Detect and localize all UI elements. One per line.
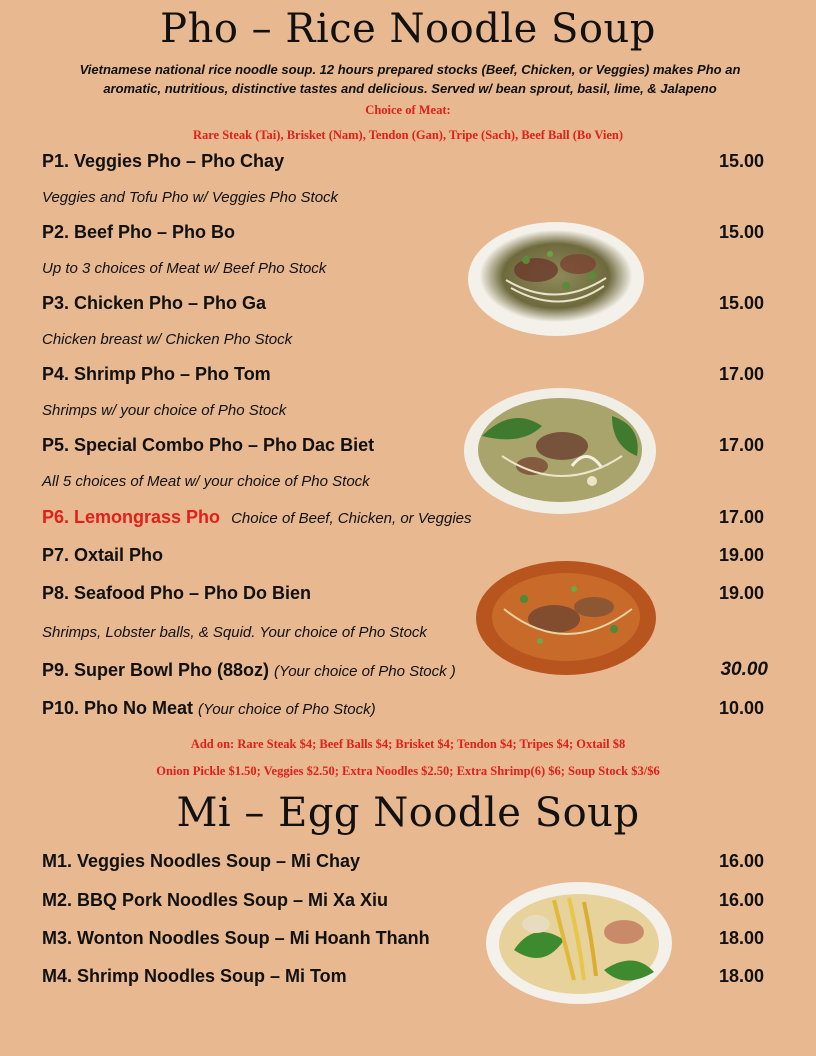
menu-item-p5-name: P5. Special Combo Pho – Pho Dac Biet	[42, 435, 375, 455]
menu-item-p9-note: (Your choice of Pho Stock )	[274, 663, 456, 680]
menu-item-p8-name: P8. Seafood Pho – Pho Do Bien	[42, 583, 312, 603]
menu-item-p1-desc: Veggies and Tofu Pho w/ Veggies Pho Stock	[42, 189, 339, 206]
menu-item-p4-price: 17.00	[718, 364, 764, 384]
pho-intro	[40, 60, 780, 98]
menu-item-p6-note: Choice of Beef, Chicken, or Veggies	[231, 510, 472, 527]
menu-item-p7-name: P7. Oxtail Pho	[42, 545, 164, 565]
beef-pho-bowl-image	[466, 220, 646, 338]
menu-item-p8-desc: Shrimps, Lobster balls, & Squid. Your choice of Pho Stock	[42, 624, 427, 641]
menu-item-p5-price: 17.00	[718, 435, 764, 455]
menu-item-p1-name: P1. Veggies Pho – Pho Chay	[42, 151, 285, 171]
menu-item-p4-name: P4. Shrimp Pho – Pho Tom	[42, 364, 271, 384]
choice-of-meat-heading: Choice of Meat:	[365, 103, 451, 117]
pho-intro-line2: aromatic, nutritious, distinctive tastes and delicious. Served w/ bean sprout, basil, lime, & Jalapeno	[103, 81, 717, 96]
menu-item-m1-name: M1. Veggies Noodles Soup – Mi Chay	[42, 851, 361, 871]
addon-line-2: Onion Pickle $1.50; Veggies $2.50; Extra Noodles $2.50; Extra Shrimp(6) $6; Soup Stock $3/$6	[156, 764, 660, 778]
menu-item-p2-desc: Up to 3 choices of Meat w/ Beef Pho Stock	[42, 260, 327, 277]
menu-item-m4-price: 18.00	[718, 966, 764, 986]
menu-item-p10-note: (Your choice of Pho Stock)	[198, 701, 376, 718]
seafood-pho-image	[474, 559, 658, 677]
mi-section-title: Mi – Egg Noodle Soup	[176, 790, 640, 836]
menu-item-p10-name: P10. Pho No Meat	[42, 698, 194, 718]
pho-section-title: Pho – Rice Noodle Soup	[160, 6, 656, 52]
menu-item-m4-name: M4. Shrimp Noodles Soup – Mi Tom	[42, 966, 347, 986]
egg-noodle-soup-image	[484, 880, 674, 1006]
menu-item-p8-price: 19.00	[718, 583, 764, 603]
addon-line-1: Add on: Rare Steak $4; Beef Balls $4; Brisket $4; Tendon $4; Tripes $4; Oxtail $8	[190, 737, 626, 751]
menu-item-p6-price: 17.00	[718, 507, 764, 527]
menu-item-p2-price: 15.00	[718, 222, 764, 242]
pho-intro-line1: Vietnamese national rice noodle soup. 12 hours prepared stocks (Beef, Chicken, or Veggies) makes Pho an	[79, 62, 741, 77]
menu-item-p5-desc: All 5 choices of Meat w/ your choice of Pho Stock	[42, 473, 370, 490]
menu-item-m3-name: M3. Wonton Noodles Soup – Mi Hoanh Thanh	[42, 928, 430, 948]
menu-item-p4-desc: Shrimps w/ your choice of Pho Stock	[42, 402, 287, 419]
menu-item-p3-price: 15.00	[718, 293, 764, 313]
menu-item-p3-name: P3. Chicken Pho – Pho Ga	[42, 293, 267, 313]
menu-item-p9	[42, 660, 456, 681]
menu-item-p3-desc: Chicken breast w/ Chicken Pho Stock	[42, 331, 293, 348]
menu-item-p7-price: 19.00	[718, 545, 764, 565]
menu-item-p2-name: P2. Beef Pho – Pho Bo	[42, 222, 236, 242]
menu-item-p6	[42, 507, 472, 528]
menu-item-m3-price: 18.00	[718, 928, 764, 948]
menu-item-m2-price: 16.00	[718, 890, 764, 910]
choice-of-meat-list: Rare Steak (Tai), Brisket (Nam), Tendon (Gan), Tripe (Sach), Beef Ball (Bo Vien)	[192, 128, 624, 142]
menu-item-p9-price: 30.00	[720, 659, 768, 680]
menu-item-m1-price: 16.00	[718, 851, 764, 871]
special-combo-pho-image	[462, 386, 658, 516]
menu-item-p1-price: 15.00	[718, 151, 764, 171]
menu-item-p10-price: 10.00	[718, 698, 764, 718]
menu-item-m2-name: M2. BBQ Pork Noodles Soup – Mi Xa Xiu	[42, 890, 389, 910]
menu-item-p6-name: P6. Lemongrass Pho	[42, 507, 221, 527]
menu-item-p10	[42, 698, 376, 719]
menu-item-p9-name: P9. Super Bowl Pho (88oz)	[42, 660, 270, 680]
